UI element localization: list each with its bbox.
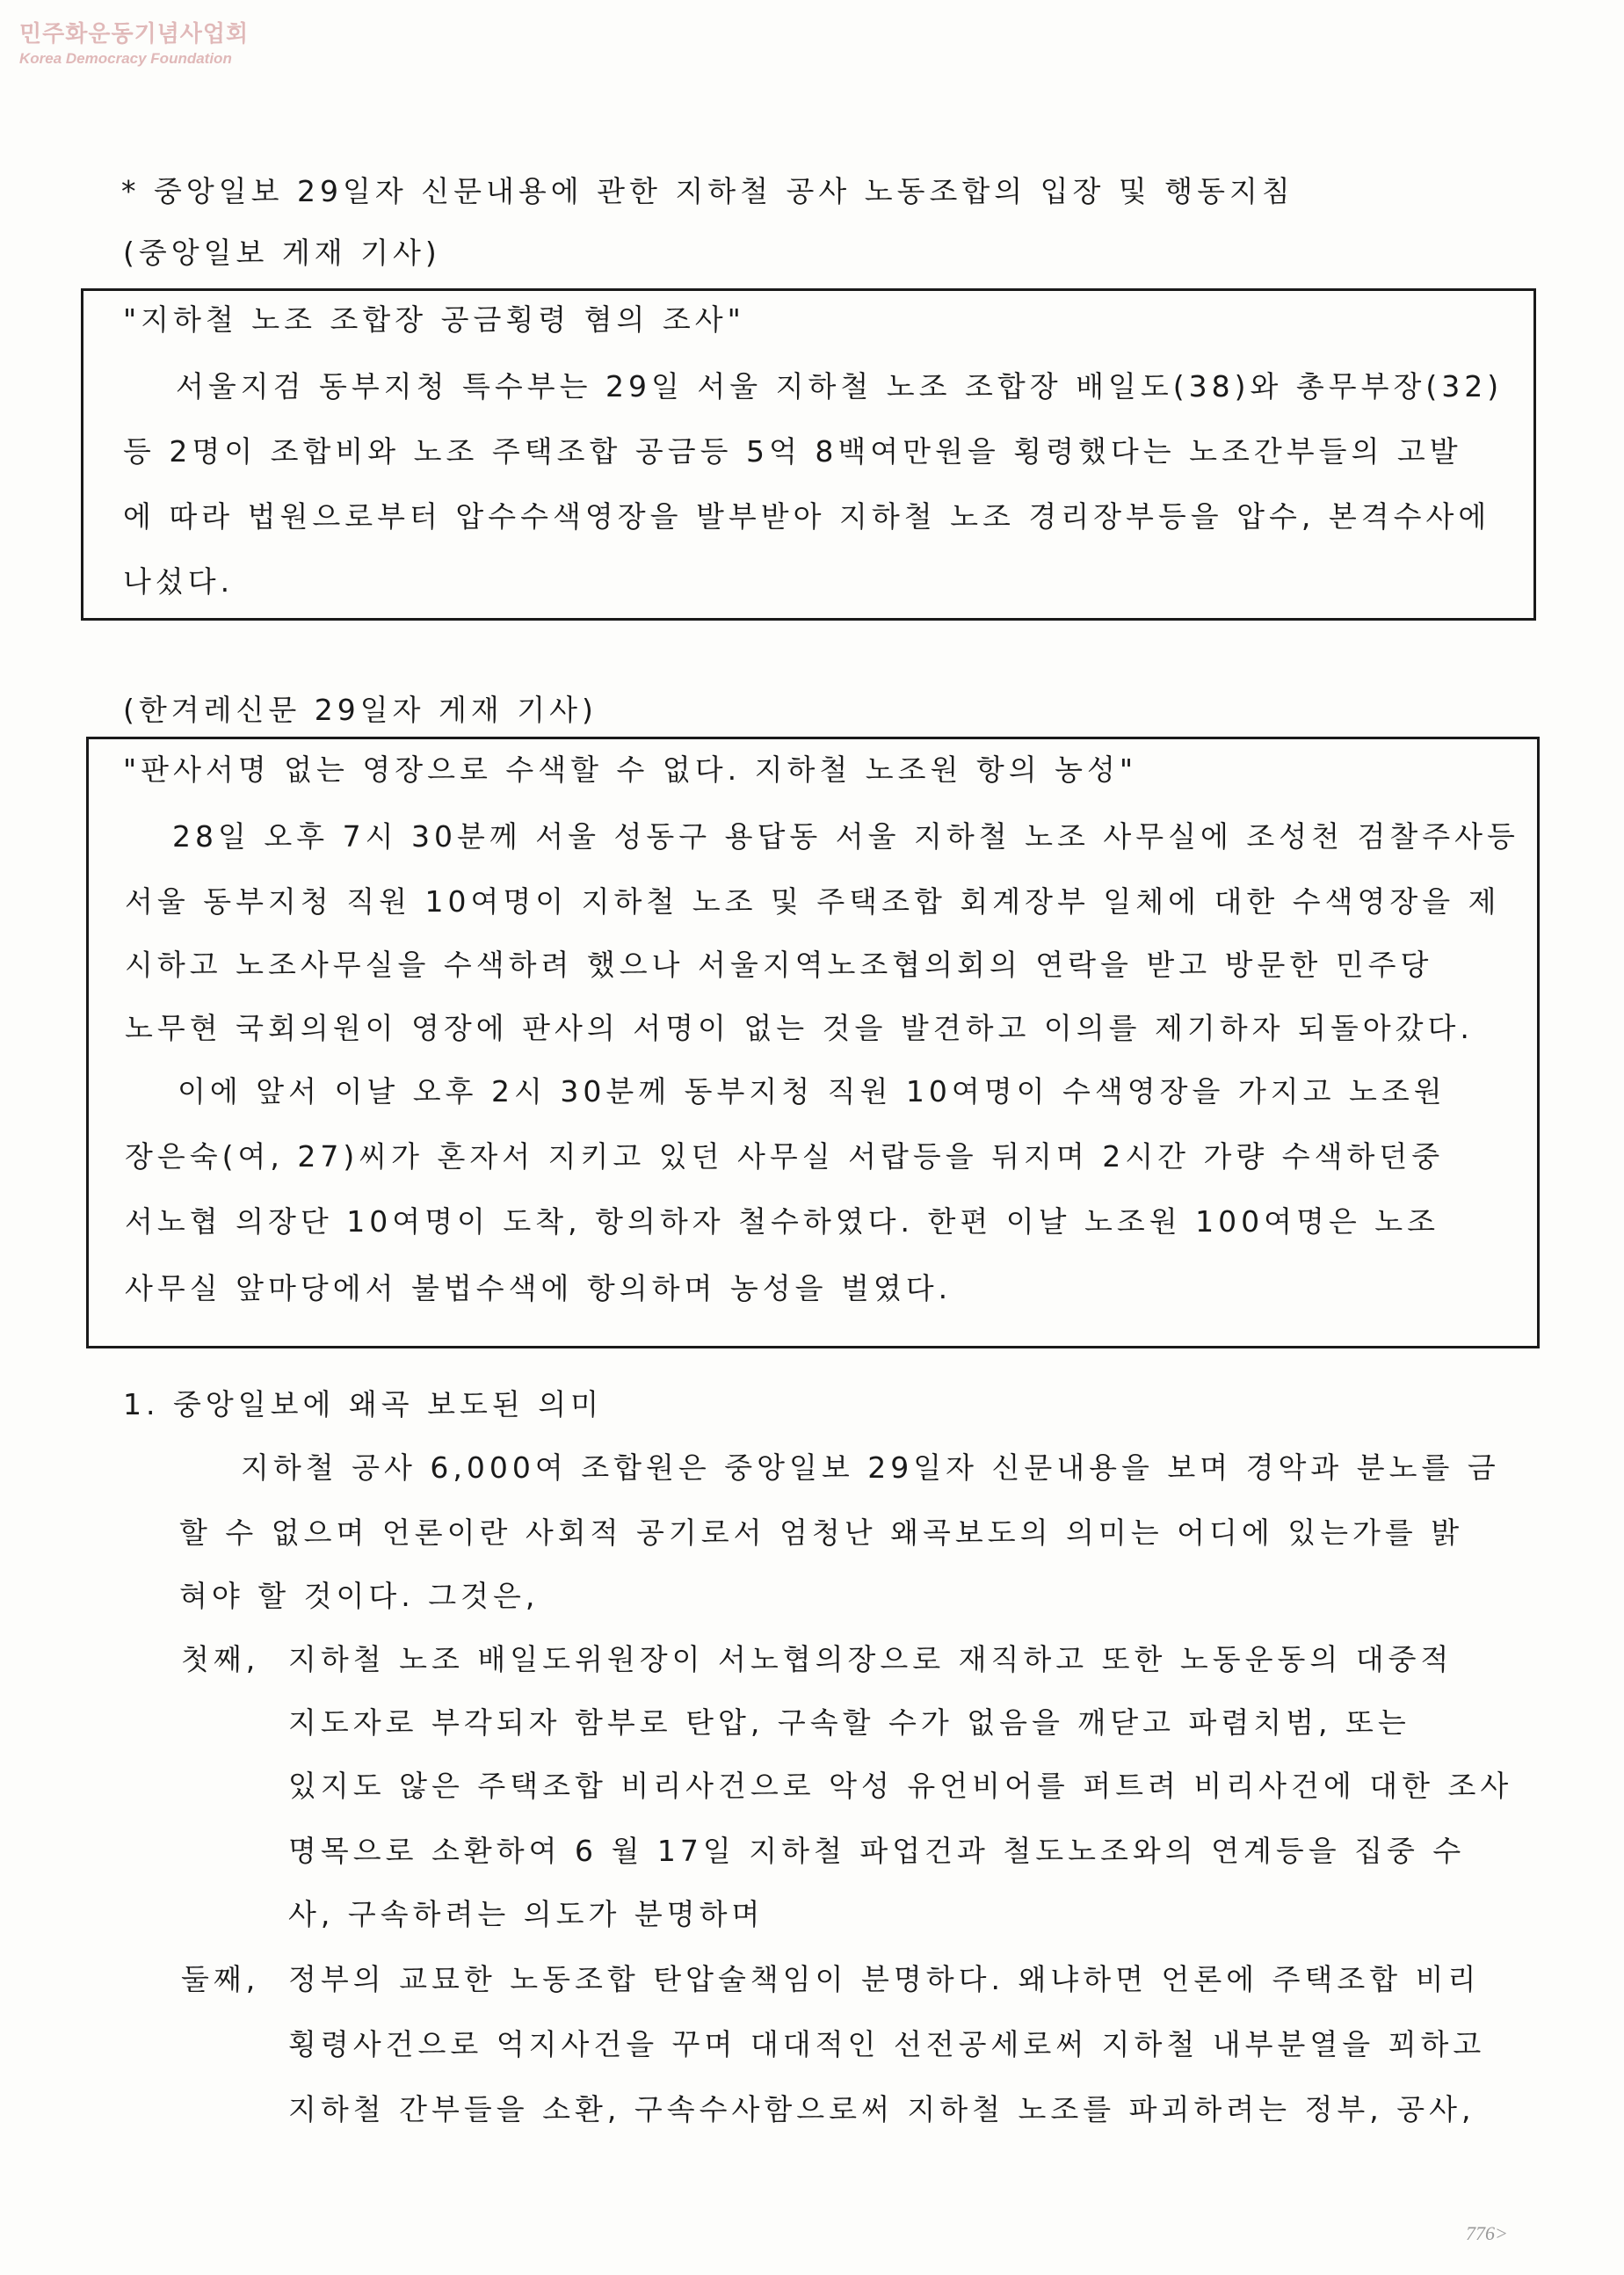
section1-intro-line: 지하철 공사 6,000여 조합원은 중앙일보 29일자 신문내용을 보며 경악과 분노를 금 (241, 1450, 1500, 1485)
first-line: 있지도 않은 주택조합 비리사건으로 악성 유언비어를 퍼트려 비리사건에 대한 조사 (288, 1769, 1513, 1803)
section1-intro-line: 할 수 없으며 언론이란 사회적 공기로서 엄청난 왜곡보도의 의미는 어디에 있는가를 밝 (179, 1515, 1464, 1550)
article1-line: 서울지검 동부지청 특수부는 29일 서울 지하철 노조 조합장 배일도(38)와 총무부장(32) (176, 369, 1504, 403)
article1-line: 나섰다. (123, 564, 235, 599)
document-heading: * 중앙일보 29일자 신문내용에 관한 지하철 공사 노동조합의 입장 및 행동지침 (121, 174, 1294, 208)
first-label: 첫째, (181, 1642, 260, 1676)
watermark (19, 16, 249, 68)
second-line: 횡령사건으로 억지사건을 꾸며 대대적인 선전공세로써 지하철 내부분열을 꾀하고 (288, 2027, 1486, 2061)
article2-line: 사무실 앞마당에서 불법수색에 항의하며 농성을 벌였다. (125, 1271, 953, 1305)
article2-line: 시하고 노조사무실을 수색하려 했으나 서울지역노조협의회의 연락을 받고 방문한 민주당 (125, 948, 1433, 982)
article1-line: 에 따라 법원으로부터 압수수색영장을 발부받아 지하철 노조 경리장부등을 압수, 본격수사에 (123, 499, 1491, 534)
second-line: 정부의 교묘한 노동조합 탄압술책임이 분명하다. 왜냐하면 언론에 주택조합 비리 (288, 1962, 1481, 1996)
article2-line: 장은숙(여, 27)씨가 혼자서 지키고 있던 사무실 서랍등을 뒤지며 2시간 가량 수색하던중 (125, 1139, 1445, 1174)
section1-intro-line: 혀야 할 것이다. 그것은, (179, 1579, 540, 1613)
second-label: 둘째, (181, 1962, 260, 1996)
article2-line: 서노협 의장단 10여명이 도착, 항의하자 철수하였다. 한편 이날 노조원 100여명은 노조 (125, 1204, 1439, 1239)
page-stamp: 776> (1466, 2222, 1508, 2244)
article2-source: (한겨레신문 29일자 게재 기사) (123, 693, 598, 727)
watermark-korean: 민주화운동기념사업회 (19, 21, 250, 47)
first-line: 사, 구속하려는 의도가 분명하며 (288, 1897, 765, 1931)
section1-title: 1. 중앙일보에 왜곡 보도된 의미 (123, 1387, 603, 1421)
article2-line: 28일 오후 7시 30분께 서울 성동구 용답동 서울 지하철 노조 사무실에 조성천 검찰주사등 (172, 819, 1519, 854)
first-line: 지도자로 부각되자 함부로 탄압, 구속할 수가 없음을 깨닫고 파렴치범, 또는 (288, 1705, 1410, 1740)
second-line: 지하철 간부들을 소환, 구속수사함으로써 지하철 노조를 파괴하려는 정부, 공사, (288, 2092, 1475, 2126)
article1-headline: "지하철 노조 조합장 공금횡령 혐의 조사" (123, 302, 745, 337)
article2-line: 노무현 국회의원이 영장에 판사의 서명이 없는 것을 발견하고 이의를 제기하자 되돌아갔다. (125, 1011, 1474, 1045)
watermark-english: Korea Democracy Foundation (19, 50, 232, 67)
article1-source: (중앙일보 게재 기사) (123, 236, 441, 270)
first-line: 명목으로 소환하여 6 월 17일 지하철 파업건과 철도노조와의 연계등을 집중 수 (288, 1834, 1466, 1868)
article2-line: 이에 앞서 이날 오후 2시 30분께 동부지청 직원 10여명이 수색영장을 가지고 노조원 (178, 1074, 1446, 1108)
article2-line: 서울 동부지청 직원 10여명이 지하철 노조 및 주택조합 회계장부 일체에 대한 수색영장을 제 (125, 884, 1501, 919)
article1-line: 등 2명이 조합비와 노조 주택조합 공금등 5억 8백여만원을 횡령했다는 노조간부들의 고발 (123, 434, 1462, 469)
article2-headline: "판사서명 없는 영장으로 수색할 수 없다. 지하철 노조원 항의 농성" (123, 752, 1138, 787)
first-line: 지하철 노조 배일도위원장이 서노협의장으로 재직하고 또한 노동운동의 대중적 (288, 1642, 1454, 1676)
